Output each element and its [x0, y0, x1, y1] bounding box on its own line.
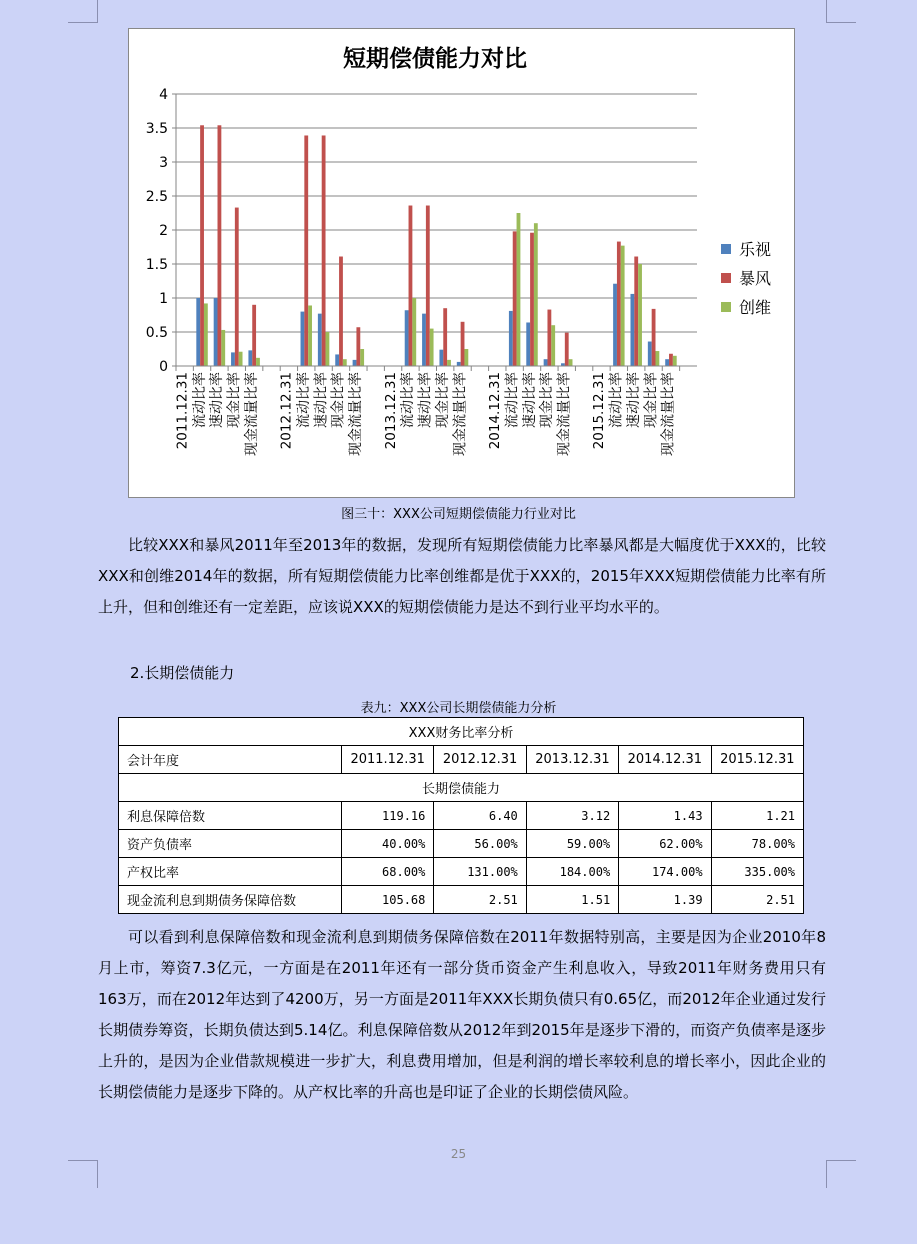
- table-title: XXX财务比率分析: [119, 718, 804, 746]
- bar-暴风: [235, 208, 239, 366]
- bar-暴风: [339, 257, 343, 366]
- bar-乐视: [248, 350, 252, 366]
- bar-创维: [204, 303, 208, 366]
- y-tick-label: 2.5: [145, 189, 168, 205]
- bar-chart: [128, 28, 795, 498]
- page-number: 25: [450, 1147, 467, 1161]
- year-cell: 2014.12.31: [619, 746, 711, 774]
- paragraph-short-term: 比较XXX和暴风2011年至2013年的数据，发现所有短期偿债能力比率暴风都是大幅度优于XXX的，比较XXX和创维2014年的数据，所有短期偿债能力比率创维都是优于XXX的，2015年XXX短期偿债能力比率有所上升，但和创维还有一定差距，应该说XXX的短期偿债能力是达不到行业平均水平的。: [98, 536, 826, 616]
- value-cell: 6.40: [434, 802, 526, 830]
- bar-创维: [239, 352, 243, 366]
- table-row: [119, 802, 804, 830]
- table-row: [119, 746, 804, 774]
- row-label: 现金流利息到期债务保障倍数: [119, 886, 342, 914]
- bar-暴风: [252, 305, 256, 366]
- bar-暴风: [513, 231, 517, 366]
- value-cell: 105.68: [342, 886, 434, 914]
- group-label: 2013.12.31: [382, 372, 399, 450]
- metric-label: 现金比率: [434, 372, 451, 428]
- y-tick-label: 3.5: [145, 121, 168, 137]
- y-tick-label: 1: [159, 291, 168, 307]
- bar-创维: [430, 329, 434, 366]
- bar-乐视: [509, 311, 513, 366]
- metric-label: 流动比率: [400, 372, 417, 428]
- bar-暴风: [218, 125, 222, 366]
- bar-暴风: [669, 354, 673, 366]
- bar-乐视: [457, 362, 461, 366]
- bar-创维: [360, 349, 364, 366]
- bar-创维: [621, 246, 625, 366]
- bar-暴风: [409, 206, 413, 366]
- bar-创维: [326, 332, 330, 366]
- bar-创维: [343, 359, 347, 366]
- bar-暴风: [617, 242, 621, 366]
- row-label: 资产负债率: [119, 830, 342, 858]
- bar-暴风: [200, 125, 204, 366]
- bar-创维: [551, 325, 555, 366]
- value-cell: 3.12: [526, 802, 618, 830]
- year-cell: 2013.12.31: [526, 746, 618, 774]
- bar-暴风: [443, 308, 447, 366]
- bar-乐视: [544, 359, 548, 366]
- bar-乐视: [196, 298, 200, 366]
- row-label: 产权比率: [119, 858, 342, 886]
- bar-创维: [655, 351, 659, 366]
- bar-暴风: [565, 333, 569, 366]
- bar-创维: [569, 359, 573, 366]
- table-row: [119, 886, 804, 914]
- value-cell: 56.00%: [434, 830, 526, 858]
- value-cell: 68.00%: [342, 858, 434, 886]
- bar-乐视: [665, 359, 669, 366]
- metric-label: 流动比率: [504, 372, 521, 428]
- chart-svg: [129, 29, 794, 497]
- y-tick-label: 1.5: [145, 257, 168, 273]
- y-tick-label: 2: [159, 223, 168, 239]
- y-tick-label: 3: [159, 155, 168, 171]
- value-cell: 62.00%: [619, 830, 711, 858]
- y-tick-label: 0: [159, 359, 168, 375]
- bar-乐视: [231, 352, 235, 366]
- value-cell: 184.00%: [526, 858, 618, 886]
- year-cell: 2012.12.31: [434, 746, 526, 774]
- value-cell: 2.51: [711, 886, 803, 914]
- legend-label: 乐视: [739, 240, 772, 259]
- section-row: 长期偿债能力: [119, 774, 804, 802]
- metric-label: 现金比率: [226, 372, 243, 428]
- bar-乐视: [439, 350, 443, 366]
- table-caption: 表九：XXX公司长期偿债能力分析: [360, 701, 557, 716]
- bar-乐视: [630, 294, 634, 366]
- y-tick-label: 4: [159, 87, 168, 103]
- value-cell: 1.39: [619, 886, 711, 914]
- metric-label: 现金流量比率: [556, 372, 573, 456]
- bar-乐视: [353, 360, 357, 366]
- bar-乐视: [648, 342, 652, 366]
- metric-label: 现金流量比率: [243, 372, 260, 456]
- bar-乐视: [301, 312, 305, 366]
- bar-暴风: [652, 309, 656, 366]
- paragraph-long-term: 可以看到利息保障倍数和现金流利息到期债务保障倍数在2011年数据特别高，主要是因为企业2010年8月上市，筹资7.3亿元，一方面是在2011年还有一部分货币资金产生利息收入，导致2011年财务费用只有163万，而在2012年达到了4200万，另一方面是2011年XXX长期负债只有0.65亿，而2012年企业通过发行长期债券筹资，长期负债达到5.14亿。利息保障倍数从2012年到2015年是逐步下滑的，而资产负债率是逐步上升的，是因为企业借款规模进一步扩大，利息费用增加，但是利润的增长率较利息的增长率小，因此企业的长期偿债能力是逐步下降的。从产权比率的升高也是印证了企业的长期偿债风险。: [98, 928, 826, 1101]
- group-label: 2015.12.31: [591, 372, 608, 450]
- corner-mark: [826, 1160, 827, 1188]
- group-label: 2014.12.31: [487, 372, 504, 450]
- metric-label: 现金流量比率: [348, 372, 365, 456]
- year-cell: 2015.12.31: [711, 746, 803, 774]
- bar-创维: [673, 356, 677, 366]
- value-cell: 174.00%: [619, 858, 711, 886]
- bar-暴风: [461, 322, 465, 366]
- bar-乐视: [422, 314, 426, 366]
- figure-caption: 图三十：XXX公司短期偿债能力行业对比: [341, 507, 576, 522]
- metric-label: 速动比率: [313, 372, 330, 428]
- metric-label: 现金流量比率: [660, 372, 677, 456]
- bar-创维: [464, 349, 468, 366]
- metric-label: 速动比率: [625, 372, 642, 428]
- legend-swatch: [721, 244, 731, 254]
- bar-暴风: [547, 310, 551, 366]
- corner-mark: [826, 0, 827, 22]
- chart-title: 短期偿债能力对比: [343, 46, 527, 72]
- bar-创维: [256, 358, 260, 366]
- bar-暴风: [530, 233, 534, 366]
- value-cell: 119.16: [342, 802, 434, 830]
- section-heading: 2.长期偿债能力: [130, 664, 235, 682]
- metric-label: 速动比率: [417, 372, 434, 428]
- bar-乐视: [335, 354, 339, 366]
- value-cell: 40.00%: [342, 830, 434, 858]
- metric-label: 流动比率: [295, 372, 312, 428]
- metric-label: 现金比率: [539, 372, 556, 428]
- value-cell: 1.51: [526, 886, 618, 914]
- corner-mark: [68, 22, 98, 23]
- bar-乐视: [613, 284, 617, 366]
- value-cell: 1.43: [619, 802, 711, 830]
- table-row: [119, 830, 804, 858]
- value-cell: 78.00%: [711, 830, 803, 858]
- corner-mark: [97, 1160, 98, 1188]
- y-tick-label: 0.5: [145, 325, 168, 341]
- bar-暴风: [356, 327, 360, 366]
- metric-label: 速动比率: [521, 372, 538, 428]
- bar-乐视: [405, 310, 409, 366]
- bar-暴风: [304, 135, 308, 366]
- value-cell: 1.21: [711, 802, 803, 830]
- metric-label: 现金比率: [643, 372, 660, 428]
- bar-乐视: [214, 298, 218, 366]
- bar-创维: [517, 213, 521, 366]
- metric-label: 现金流量比率: [452, 372, 469, 456]
- bar-乐视: [318, 314, 322, 366]
- bar-创维: [221, 330, 225, 366]
- bar-暴风: [426, 206, 430, 366]
- bar-暴风: [634, 257, 638, 366]
- value-cell: 335.00%: [711, 858, 803, 886]
- long-term-solvency-table: [118, 717, 804, 914]
- bar-创维: [534, 223, 538, 366]
- legend-label: 暴风: [739, 269, 772, 288]
- metric-label: 速动比率: [209, 372, 226, 428]
- table-row: [119, 858, 804, 886]
- value-cell: 2.51: [434, 886, 526, 914]
- bar-创维: [447, 360, 451, 366]
- group-label: 2011.12.31: [174, 372, 191, 450]
- legend-swatch: [721, 273, 731, 283]
- value-cell: 131.00%: [434, 858, 526, 886]
- metric-label: 流动比率: [608, 372, 625, 428]
- metric-label: 现金比率: [330, 372, 347, 428]
- group-label: 2012.12.31: [278, 372, 295, 450]
- legend-label: 创维: [739, 298, 772, 317]
- year-cell: 2011.12.31: [342, 746, 434, 774]
- corner-mark: [826, 22, 856, 23]
- bar-暴风: [322, 135, 326, 366]
- bar-创维: [638, 264, 642, 366]
- value-cell: 59.00%: [526, 830, 618, 858]
- row-label: 利息保障倍数: [119, 802, 342, 830]
- legend-swatch: [721, 302, 731, 312]
- metric-label: 流动比率: [191, 372, 208, 428]
- corner-mark: [97, 0, 98, 22]
- year-label: 会计年度: [119, 746, 342, 774]
- bar-乐视: [526, 322, 530, 366]
- bar-创维: [308, 305, 312, 366]
- bar-创维: [412, 298, 416, 366]
